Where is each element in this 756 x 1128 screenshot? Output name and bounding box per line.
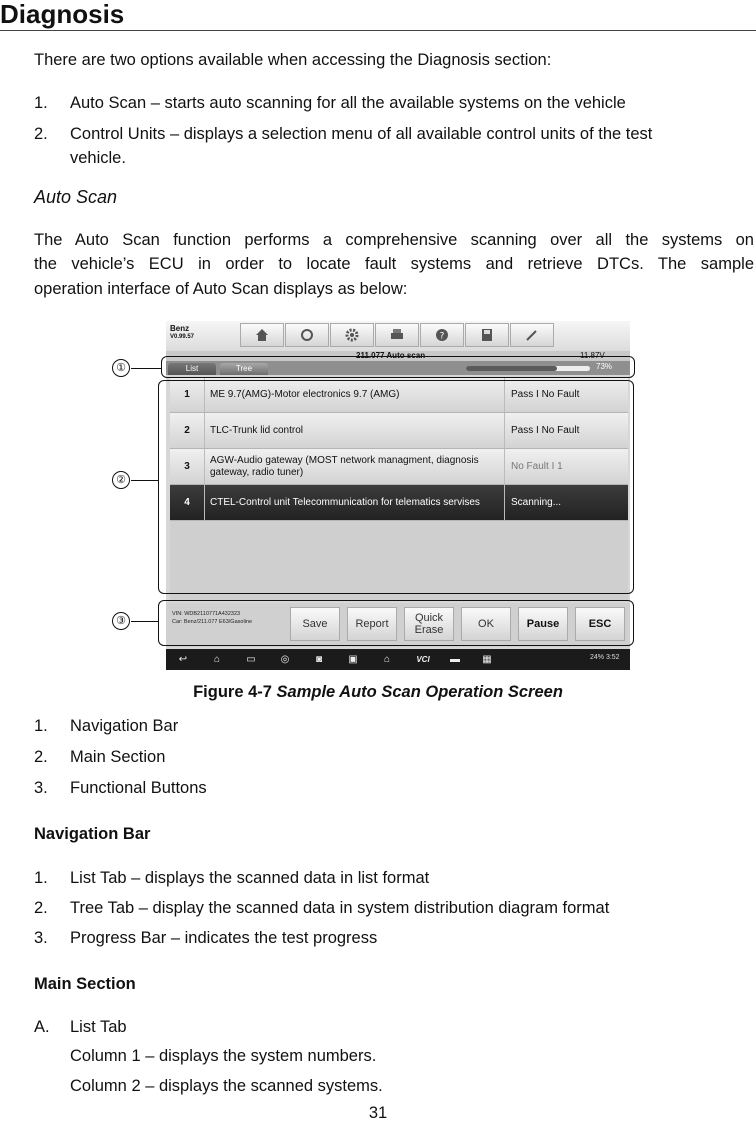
vin-label: VIN: WDB2110771A432323 bbox=[172, 611, 241, 617]
figure-label: Figure 4-7 bbox=[193, 683, 277, 701]
row-number: 1 bbox=[170, 377, 205, 412]
option-number: 2. bbox=[34, 125, 48, 143]
option-text: Control Units – displays a selection menu of all available control units of the test bbox=[70, 125, 653, 143]
brand-label bbox=[170, 324, 194, 342]
gear-icon bbox=[344, 327, 360, 343]
nav-heading: Navigation Bar bbox=[34, 825, 151, 843]
callout-2: ② bbox=[112, 471, 130, 489]
column-desc: Column 2 – displays the scanned systems. bbox=[70, 1077, 383, 1095]
intro-text: There are two options available when accessing the Diagnosis section: bbox=[34, 51, 552, 69]
row-status: Pass I No Fault bbox=[504, 413, 628, 448]
status-clock: 24% 3:52 bbox=[590, 654, 620, 661]
part-text: Navigation Bar bbox=[70, 717, 179, 735]
tab-list[interactable]: List bbox=[168, 363, 216, 375]
help-icon bbox=[434, 327, 450, 343]
figure-title: Sample Auto Scan Operation Screen bbox=[276, 683, 563, 701]
callout-line bbox=[131, 621, 158, 622]
row-system: CTEL-Control unit Telecommunication for telematics servises bbox=[210, 496, 480, 508]
system-bar bbox=[166, 649, 630, 670]
esc-button[interactable]: ESC bbox=[575, 607, 625, 641]
browser-icon[interactable]: ◎ bbox=[280, 654, 290, 665]
progress-label: 73% bbox=[596, 362, 613, 371]
title-rule bbox=[0, 30, 756, 31]
row-number: 2 bbox=[170, 413, 205, 448]
row-system: AGW-Audio gateway (MOST network managment, diagnosis gateway, radio tuner) bbox=[210, 454, 479, 478]
callout-frame-buttons bbox=[158, 600, 634, 646]
camera-icon[interactable]: ◙ bbox=[315, 654, 323, 665]
settings-button[interactable] bbox=[330, 323, 374, 347]
option-text: Auto Scan – starts auto scanning for all the available systems on the vehicle bbox=[70, 94, 626, 112]
callout-1: ① bbox=[112, 359, 130, 377]
column-desc: Column 1 – displays the system numbers. bbox=[70, 1047, 377, 1065]
nav-number: 1. bbox=[34, 869, 48, 887]
callout-3: ③ bbox=[112, 612, 130, 630]
nav-number: 3. bbox=[34, 929, 48, 947]
home-icon[interactable]: ⌂ bbox=[213, 654, 221, 665]
display-icon[interactable]: ▣ bbox=[348, 654, 358, 665]
part-number: 1. bbox=[34, 717, 48, 735]
vci-voltage: 11.87V bbox=[580, 351, 605, 360]
row-system: ME 9.7(AMG)-Motor electronics 9.7 (AMG) bbox=[210, 388, 400, 400]
pen-button[interactable] bbox=[510, 323, 554, 347]
vehicle-swap-icon bbox=[299, 327, 315, 343]
version-label: V0.99.57 bbox=[170, 334, 195, 340]
svg-text:?: ? bbox=[439, 331, 445, 342]
recent-apps-icon[interactable]: ▭ bbox=[246, 654, 256, 665]
section-subheading: Auto Scan bbox=[34, 187, 118, 207]
quick-erase-button[interactable]: Quick Erase bbox=[404, 607, 454, 641]
part-text: Main Section bbox=[70, 748, 166, 766]
row-system: TLC-Trunk lid control bbox=[210, 424, 303, 436]
part-number: 3. bbox=[34, 779, 48, 797]
home-icon bbox=[254, 327, 270, 343]
figure-caption bbox=[0, 683, 756, 702]
row-status: No Fault I 1 bbox=[504, 449, 628, 484]
shop-manager-icon[interactable]: ▦ bbox=[482, 654, 492, 665]
part-text: Functional Buttons bbox=[70, 779, 207, 797]
callout-frame-navigation bbox=[161, 356, 635, 378]
print-button[interactable] bbox=[375, 323, 419, 347]
save-icon bbox=[479, 327, 495, 343]
part-number: 2. bbox=[34, 748, 48, 766]
back-icon[interactable]: ↩ bbox=[178, 654, 188, 665]
page-number: 31 bbox=[368, 1104, 388, 1122]
brand-name: Benz bbox=[170, 324, 190, 333]
scan-title: 211.077 Auto scan bbox=[356, 351, 426, 360]
maxisys-icon[interactable]: ⌂ bbox=[383, 654, 391, 665]
vci-icon[interactable]: VCI bbox=[416, 655, 430, 664]
main-text: List Tab bbox=[70, 1018, 127, 1036]
row-number: 4 bbox=[170, 485, 205, 520]
save-button[interactable]: Save bbox=[290, 607, 340, 641]
option-text-cont: vehicle. bbox=[70, 149, 126, 167]
car-label: Car: Benz/211.077 E63/Gasoline bbox=[172, 619, 253, 625]
option-number: 1. bbox=[34, 94, 48, 112]
row-number: 3 bbox=[170, 449, 205, 484]
pen-icon bbox=[524, 327, 540, 343]
ok-button[interactable]: OK bbox=[461, 607, 511, 641]
nav-number: 2. bbox=[34, 899, 48, 917]
nav-text: List Tab – displays the scanned data in list format bbox=[70, 869, 430, 887]
report-button[interactable]: Report bbox=[347, 607, 397, 641]
main-letter: A. bbox=[34, 1018, 50, 1036]
row-status: Scanning... bbox=[504, 485, 628, 520]
tab-tree[interactable]: Tree bbox=[220, 363, 268, 375]
pause-button[interactable]: Pause bbox=[518, 607, 568, 641]
callout-line bbox=[131, 368, 161, 369]
main-heading: Main Section bbox=[34, 975, 136, 993]
home-button[interactable] bbox=[240, 323, 284, 347]
callout-line bbox=[131, 480, 158, 481]
nav-text: Tree Tab – display the scanned data in system distribution diagram format bbox=[70, 899, 610, 917]
help-button[interactable] bbox=[420, 323, 464, 347]
desc-line: operation interface of Auto Scan displays as below: bbox=[34, 280, 408, 298]
save-data-button[interactable] bbox=[465, 323, 509, 347]
row-status: Pass I No Fault bbox=[504, 377, 628, 412]
nav-text: Progress Bar – indicates the test progress bbox=[70, 929, 378, 947]
top-toolbar bbox=[166, 321, 630, 351]
callout-frame-main bbox=[158, 380, 634, 594]
car-icon[interactable]: ▬ bbox=[450, 654, 460, 665]
vehicle-swap-button[interactable] bbox=[285, 323, 329, 347]
desc-line: the vehicle’s ECU in order to locate fault systems and retrieve DTCs. The sample bbox=[34, 255, 754, 273]
printer-icon bbox=[389, 327, 405, 343]
desc-line: The Auto Scan function performs a comprehensive scanning over all the systems on bbox=[34, 231, 754, 249]
page-title: Diagnosis bbox=[0, 0, 125, 29]
